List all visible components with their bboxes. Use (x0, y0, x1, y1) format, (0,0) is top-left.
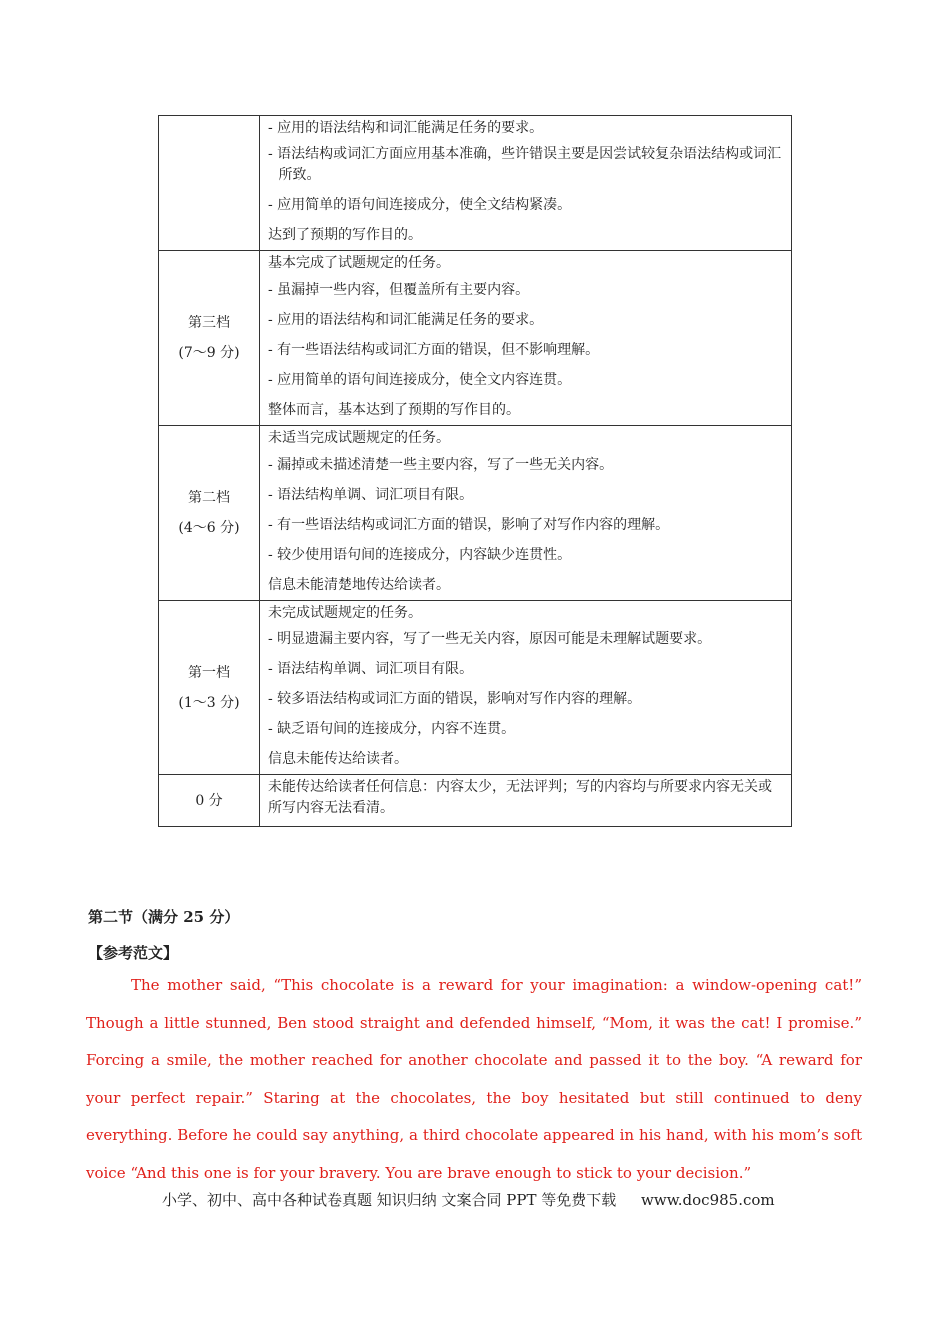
reference-essay-text: The mother said, “This chocolate is a reward for your imagination: a window-opening cat!” Though a little stunned, Ben stood straight and defended himself, “Mom, it was the cat! I promise.” Forcing a smile, the mother reached for another chocolate and passed it to the boy. “A reward for your perfect repair.” Staring at the chocolates, the boy hesitated but still continued to deny everything. Before he could say anything, a third chocolate appeared in his hand, with his mom’s soft voice “And this one is for your bravery. You are brave enough to stick to your decision.” (86, 976, 862, 1182)
level-name: 第三档 (188, 315, 230, 331)
table-row (159, 251, 792, 426)
criteria-line: 未能传达给读者任何信息：内容太少，无法评判；写的内容均与所要求内容无关或所写内容无法看清。 (268, 779, 772, 816)
criteria-line: 未完成试题规定的任务。 (268, 605, 422, 621)
page-footer (162, 1189, 795, 1210)
level-range: (4～6 分) (178, 520, 240, 536)
table-row (159, 426, 792, 601)
criteria-line: 未适当完成试题规定的任务。 (268, 430, 450, 446)
criteria-line: - 漏掉或未描述清楚一些主要内容，写了一些无关内容。 (268, 457, 614, 473)
level-name: 第一档 (188, 664, 230, 681)
rubric-table (158, 115, 792, 827)
footer-url[interactable]: www.doc985.com (641, 1191, 775, 1209)
table-row (159, 601, 792, 775)
criteria-line: - 语法结构单调、词汇项目有限。 (268, 661, 474, 677)
criteria-line: - 有一些语法结构或词汇方面的错误，影响了对写作内容的理解。 (268, 517, 670, 533)
criteria-line: - 应用的语法结构和词汇能满足任务的要求。 (268, 312, 544, 328)
level-range: (1～3 分) (178, 694, 240, 711)
criteria-line: - 虽漏掉一些内容，但覆盖所有主要内容。 (268, 282, 530, 298)
criteria-line: - 较多语法结构或词汇方面的错误，影响对写作内容的理解。 (268, 691, 642, 707)
criteria-line: 信息未能传达给读者。 (268, 751, 408, 767)
description-cell (260, 426, 792, 601)
section-heading: 第二节（满分 25 分） (88, 908, 240, 926)
footer-text: 小学、初中、高中各种试卷真题 知识归纳 文案合同 PPT 等免费下载 (162, 1191, 617, 1209)
description-cell (260, 251, 792, 426)
criteria-line: 基本完成了试题规定的任务。 (268, 255, 450, 271)
table-row (159, 116, 792, 251)
level-cell (159, 775, 260, 827)
level-cell (159, 426, 260, 601)
reference-essay-heading: 【参考范文】 (88, 944, 179, 962)
level-range: (7～9 分) (178, 345, 240, 361)
level-name: 0 分 (195, 792, 223, 809)
level-cell (159, 251, 260, 426)
criteria-line: - 语法结构或词汇方面应用基本准确，些许错误主要是因尝试较复杂语法结构或词汇所致。 (268, 146, 782, 183)
description-cell (260, 601, 792, 775)
level-cell (159, 601, 260, 775)
criteria-line: - 应用的语法结构和词汇能满足任务的要求。 (268, 120, 544, 136)
criteria-line: 达到了预期的写作目的。 (268, 227, 422, 243)
criteria-line: 信息未能清楚地传达给读者。 (268, 577, 450, 593)
table-row (159, 775, 792, 827)
level-name: 第二档 (188, 490, 230, 506)
level-cell (159, 116, 260, 251)
criteria-line: - 应用简单的语句间连接成分，使全文结构紧凑。 (268, 197, 572, 213)
criteria-line: - 缺乏语句间的连接成分，内容不连贯。 (268, 721, 516, 737)
description-cell (260, 116, 792, 251)
criteria-line: 整体而言，基本达到了预期的写作目的。 (268, 402, 520, 418)
criteria-line: - 较少使用语句间的连接成分，内容缺少连贯性。 (268, 547, 572, 563)
description-cell (260, 775, 792, 827)
criteria-line: - 有一些语法结构或词汇方面的错误，但不影响理解。 (268, 342, 600, 358)
criteria-line: - 明显遗漏主要内容，写了一些无关内容，原因可能是未理解试题要求。 (268, 631, 712, 647)
criteria-line: - 语法结构单调、词汇项目有限。 (268, 487, 474, 503)
criteria-line: - 应用简单的语句间连接成分，使全文内容连贯。 (268, 372, 572, 388)
